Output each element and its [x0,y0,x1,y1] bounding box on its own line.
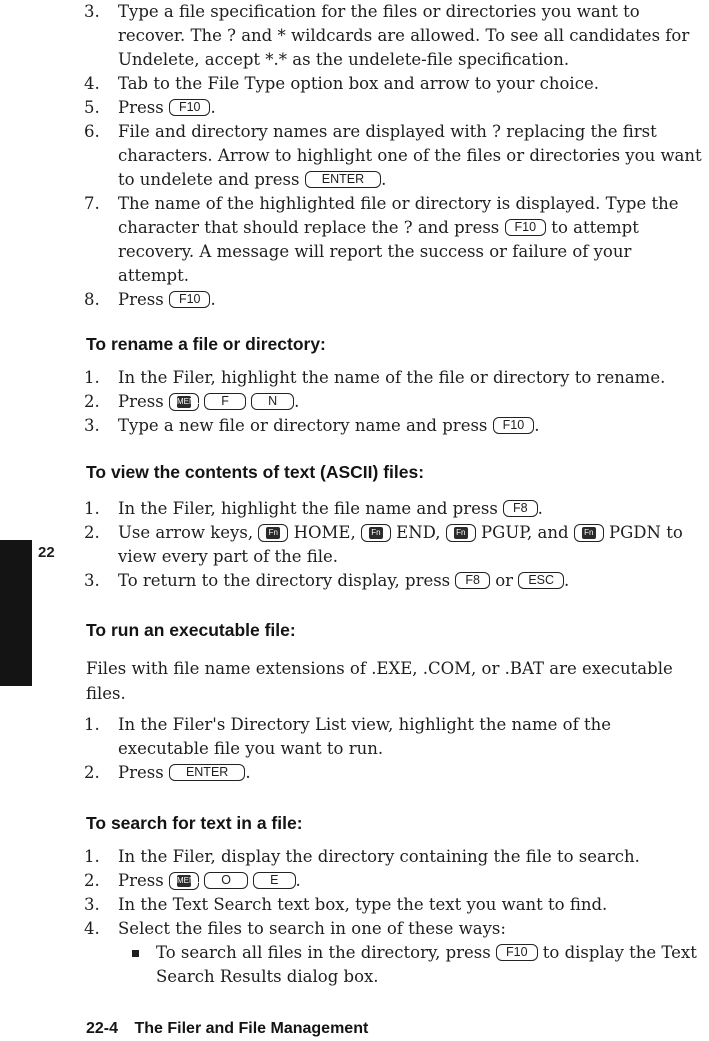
run-intro: Files with file name extensions of .EXE, .COM, or .BAT are executable files. [86,659,673,703]
text-run: . [245,763,251,782]
text-run: . [564,571,570,590]
step-number: 2. [84,763,100,782]
text-run: Press [118,290,169,309]
text-run: or [490,571,519,590]
text-run: . [534,416,540,435]
key-f10-icon: F10 [496,944,538,961]
text-run: To return to the directory display, press [118,571,456,590]
step-number: 3. [84,895,100,914]
undelete-steps [84,0,704,312]
key-cap-label: Fn [582,527,596,539]
list-item [84,72,704,96]
text-run: . [210,98,216,117]
key-fn-icon [574,524,604,542]
list-item [84,521,704,569]
step-number: 3. [84,2,100,21]
text-run: Type a new file or directory name and press [118,416,493,435]
list-item [84,869,704,893]
list-item [84,569,704,593]
key-f10-icon: F10 [505,219,547,236]
list-item [84,0,704,72]
text-run: In the Text Search text box, type the text you want to find. [118,895,608,914]
text-run: to display the Text Search Results dialog box. [156,943,697,986]
text-run: . [537,499,543,518]
key-cap-label: MENU [176,396,201,406]
list-item [84,713,704,761]
list-item [84,120,704,192]
text-run: File and directory names are displayed with ? replacing the first characters. Arrow to highlight one of the files or directories you want to undelete and press [118,122,702,189]
text-run: HOME, [288,523,361,542]
step-number: 1. [84,499,100,518]
step-number: 2. [84,871,100,890]
page-footer [86,1020,368,1038]
step-number: 1. [84,368,100,387]
search-heading: To search for text in a file: [86,813,303,833]
step-number: 2. [84,523,100,542]
key-menu-icon [169,393,199,411]
list-item [84,192,704,288]
text-run: . [210,290,216,309]
step-number: 6. [84,122,100,141]
key-n-icon: N [251,393,294,410]
text-run: Press [118,763,169,782]
bullet-item [84,941,704,989]
text-run: Press [118,98,169,117]
list-item [84,761,704,785]
key-f8-icon: F8 [503,500,538,517]
chapter-tab-marker [0,540,32,686]
text-run: Use arrow keys, [118,523,259,542]
list-item [84,390,704,414]
key-fn-icon [361,524,391,542]
step-number: 4. [84,74,100,93]
key-e-icon: E [253,872,295,889]
text-run: . [381,170,387,189]
step-number: 5. [84,98,100,117]
text-run: END, [390,523,446,542]
rename-steps [84,366,704,438]
key-enter-icon: ENTER [169,764,245,781]
rename-heading: To rename a file or directory: [86,334,326,354]
text-run: PGUP, and [475,523,574,542]
list-item [84,366,704,390]
key-f10-icon: F10 [169,291,211,308]
list-item [84,917,704,941]
key-enter-icon: ENTER [305,171,381,188]
text-run: Tab to the File Type option box and arrow to your choice. [118,74,599,93]
key-fn-icon [258,524,288,542]
key-f10-icon: F10 [493,417,535,434]
text-run: . [294,392,300,411]
list-item [84,845,704,869]
key-menu-icon [169,872,199,890]
chapter-tab-number: 22 [38,544,55,561]
step-number: 1. [84,715,100,734]
text-run: to attempt recovery. A message will report the success or failure of your attempt. [118,218,639,285]
page-number: 22-4 [86,1020,119,1037]
run-heading: To run an executable file: [86,620,296,640]
view-steps [84,497,704,593]
key-fn-icon [446,524,476,542]
list-item [84,497,704,521]
bullet-text [132,941,704,989]
text-run: The name of the highlighted file or directory is displayed. Type the character that should replace the ? and press [118,194,679,237]
search-bullets [84,941,704,989]
footer-title: The Filer and File Management [134,1020,369,1037]
text-run: Press [118,392,169,411]
text-run: Press [118,871,169,890]
text-run: PGDN to view every part of the file. [118,523,683,566]
key-cap-label: Fn [454,527,468,539]
step-number: 3. [84,416,100,435]
step-number: 1. [84,847,100,866]
list-item [84,414,704,438]
text-run: In the Filer, highlight the file name and press [118,499,504,518]
step-number: 2. [84,392,100,411]
text-run: To search all files in the directory, press [156,943,496,962]
list-item [84,96,704,120]
key-f8-icon: F8 [455,572,490,589]
key-f-icon: F [204,393,246,410]
run-steps [84,713,704,785]
key-f10-icon: F10 [169,99,211,116]
step-number: 3. [84,571,100,590]
step-number: 4. [84,919,100,938]
key-esc-icon: ESC [518,572,564,589]
key-o-icon: O [204,872,248,889]
text-run: In the Filer's Directory List view, highlight the name of the executable file you want to run. [118,715,611,758]
text-run: Type a file specification for the files or directories you want to recover. The ? and * wildcards are allowed. To see all candidates for Undelete, accept *.* as the undelete-file specification. [118,2,690,69]
step-number: 7. [84,194,100,213]
text-run: Select the files to search in one of these ways: [118,919,506,938]
text-run: . [295,871,301,890]
text-run: In the Filer, display the directory containing the file to search. [118,847,640,866]
step-number: 8. [84,290,100,309]
key-cap-label: Fn [369,527,383,539]
key-cap-label: MENU [176,875,201,885]
key-cap-label: Fn [266,527,280,539]
text-run: In the Filer, highlight the name of the file or directory to rename. [118,368,666,387]
search-steps [84,845,704,941]
list-item [84,288,704,312]
list-item [84,893,704,917]
view-heading: To view the contents of text (ASCII) files: [86,462,425,482]
